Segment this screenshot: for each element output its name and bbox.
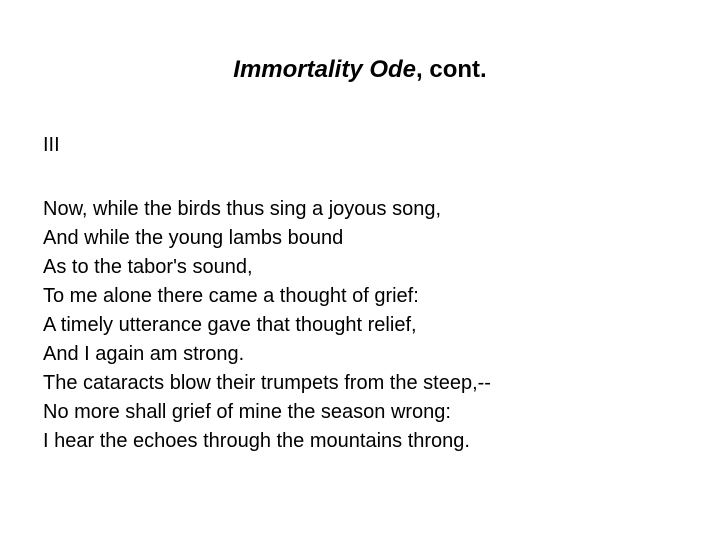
slide-title — [0, 55, 720, 85]
poem-line: The cataracts blow their trumpets from the steep,-- — [43, 372, 491, 394]
poem-line: I hear the echoes through the mountains throng. — [43, 430, 470, 452]
title-suffix-text: , cont. — [416, 56, 487, 83]
poem-line: No more shall grief of mine the season wrong: — [43, 401, 451, 423]
section-number: III — [43, 134, 60, 156]
poem-line: Now, while the birds thus sing a joyous song, — [43, 198, 441, 220]
poem-line: And while the young lambs bound — [43, 227, 344, 249]
poem-line: And I again am strong. — [43, 343, 245, 365]
poem-line: To me alone there came a thought of grief: — [43, 285, 419, 307]
title-italic-text: Immortality Ode — [233, 56, 417, 83]
poem-line: As to the tabor's sound, — [43, 256, 253, 278]
poem-stanza — [43, 196, 491, 457]
poem-line: A timely utterance gave that thought relief, — [43, 314, 417, 336]
